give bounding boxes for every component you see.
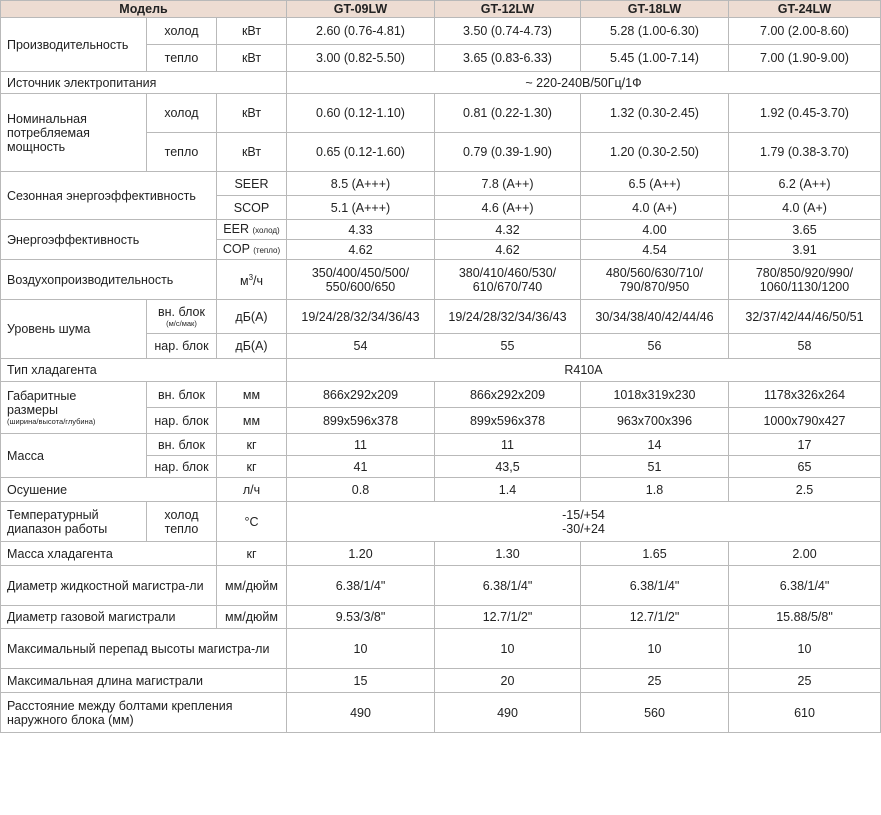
consumption-heat-value: 0.65 (0.12-1.60) [287, 133, 435, 172]
bolt-distance-value: 610 [729, 693, 881, 733]
max-height-value: 10 [435, 629, 581, 669]
airflow-value: 480/560/630/710/ 790/870/950 [581, 260, 729, 300]
capacity-cold-row [1, 18, 881, 45]
noise-outdoor-value: 58 [729, 334, 881, 359]
model-name: GT-09LW [287, 1, 435, 18]
refrigerant-mass-value: 2.00 [729, 542, 881, 566]
model-name: GT-12LW [435, 1, 581, 18]
unit-kw: кВт [217, 18, 287, 45]
capacity-cold-value: 5.28 (1.00-6.30) [581, 18, 729, 45]
eer-label: EER (холод) [217, 220, 287, 240]
mode-cold: холод [147, 18, 217, 45]
gas-pipe-label: Диаметр газовой магистрали [1, 606, 217, 629]
noise-indoor-value: 19/24/28/32/34/36/43 [287, 300, 435, 334]
mass-indoor-value: 14 [581, 434, 729, 456]
noise-outdoor-value: 54 [287, 334, 435, 359]
unit-kg: кг [217, 434, 287, 456]
scop-label: SCOP [217, 196, 287, 220]
temp-range-value: -15/+54 -30/+24 [287, 502, 881, 542]
dimensions-outdoor-value: 899x596x378 [287, 408, 435, 434]
gas-pipe-value: 12.7/1/2" [581, 606, 729, 629]
scop-value: 5.1 (A+++) [287, 196, 435, 220]
max-height-row [1, 629, 881, 669]
seer-value: 8.5 (A+++) [287, 172, 435, 196]
eer-value: 4.00 [581, 220, 729, 240]
consumption-heat-value: 1.20 (0.30-2.50) [581, 133, 729, 172]
gas-pipe-value: 9.53/3/8" [287, 606, 435, 629]
unit-db: дБ(А) [217, 334, 287, 359]
consumption-cold-value: 1.92 (0.45-3.70) [729, 94, 881, 133]
unit-kg: кг [217, 542, 287, 566]
scop-value: 4.0 (A+) [729, 196, 881, 220]
liquid-pipe-value: 6.38/1/4" [581, 566, 729, 606]
max-length-value: 20 [435, 669, 581, 693]
mass-outdoor-value: 65 [729, 456, 881, 478]
refrigerant-value: R410A [287, 359, 881, 382]
cop-value: 4.62 [287, 240, 435, 260]
dehumid-value: 0.8 [287, 478, 435, 502]
dimensions-indoor-value: 866x292x209 [287, 382, 435, 408]
scop-value: 4.0 (A+) [581, 196, 729, 220]
noise-indoor-value: 19/24/28/32/34/36/43 [435, 300, 581, 334]
consumption-cold-value: 0.60 (0.12-1.10) [287, 94, 435, 133]
dehumid-value: 1.4 [435, 478, 581, 502]
header-row [1, 1, 881, 18]
capacity-cold-value: 3.50 (0.74-4.73) [435, 18, 581, 45]
bolt-distance-value: 490 [435, 693, 581, 733]
cop-value: 3.91 [729, 240, 881, 260]
seer-value: 7.8 (A++) [435, 172, 581, 196]
liquid-pipe-value: 6.38/1/4" [287, 566, 435, 606]
indoor-label: вн. блок [147, 382, 217, 408]
mass-outdoor-value: 43,5 [435, 456, 581, 478]
max-length-value: 25 [581, 669, 729, 693]
cop-value: 4.54 [581, 240, 729, 260]
mass-outdoor-value: 41 [287, 456, 435, 478]
noise-indoor-value: 30/34/38/40/42/44/46 [581, 300, 729, 334]
outdoor-label: нар. блок [147, 408, 217, 434]
liquid-pipe-value: 6.38/1/4" [435, 566, 581, 606]
dehumid-value: 1.8 [581, 478, 729, 502]
outdoor-label: нар. блок [147, 456, 217, 478]
mass-outdoor-value: 51 [581, 456, 729, 478]
airflow-value: 350/400/450/500/ 550/600/650 [287, 260, 435, 300]
mass-indoor-value: 11 [287, 434, 435, 456]
unit-kw: кВт [217, 45, 287, 72]
mode-heat: тепло [147, 133, 217, 172]
unit-kw: кВт [217, 94, 287, 133]
mode-heat: тепло [147, 45, 217, 72]
consumption-cold-value: 1.32 (0.30-2.45) [581, 94, 729, 133]
refrigerant-label: Тип хладагента [1, 359, 287, 382]
unit-mm: мм [217, 408, 287, 434]
liquid-pipe-row [1, 566, 881, 606]
mass-indoor-value: 17 [729, 434, 881, 456]
consumption-heat-value: 0.79 (0.39-1.90) [435, 133, 581, 172]
eer-value: 4.32 [435, 220, 581, 240]
unit-celsius: °C [217, 502, 287, 542]
refrigerant-mass-value: 1.30 [435, 542, 581, 566]
power-source-row [1, 72, 881, 94]
indoor-label: вн. блок [147, 434, 217, 456]
dimensions-indoor-value: 1018x319x230 [581, 382, 729, 408]
noise-outdoor-label: нар. блок [147, 334, 217, 359]
consumption-heat-value: 1.79 (0.38-3.70) [729, 133, 881, 172]
airflow-label: Воздухопроизводительность [1, 260, 217, 300]
eer-row [1, 220, 881, 240]
capacity-heat-value: 5.45 (1.00-7.14) [581, 45, 729, 72]
unit-mm-inch: мм/дюйм [217, 566, 287, 606]
unit-db: дБ(А) [217, 300, 287, 334]
gas-pipe-value: 12.7/1/2" [435, 606, 581, 629]
max-length-label: Максимальная длина магистрали [1, 669, 287, 693]
mass-indoor-row [1, 434, 881, 456]
mass-indoor-value: 11 [435, 434, 581, 456]
airflow-row [1, 260, 881, 300]
temp-range-label: Температурный диапазон работы [1, 502, 147, 542]
eer-value: 3.65 [729, 220, 881, 240]
airflow-value: 780/850/920/990/ 1060/1130/1200 [729, 260, 881, 300]
dimensions-indoor-value: 1178x326x264 [729, 382, 881, 408]
capacity-cold-value: 2.60 (0.76-4.81) [287, 18, 435, 45]
liquid-pipe-label: Диаметр жидкостной магистра-ли [1, 566, 217, 606]
cop-value: 4.62 [435, 240, 581, 260]
max-height-value: 10 [581, 629, 729, 669]
airflow-unit: $м^3/ч$ [217, 260, 287, 300]
max-length-value: 15 [287, 669, 435, 693]
noise-label: Уровень шума [1, 300, 147, 359]
scop-value: 4.6 (A++) [435, 196, 581, 220]
max-length-row [1, 669, 881, 693]
refrigerant-mass-row [1, 542, 881, 566]
consumption-cold-value: 0.81 (0.22-1.30) [435, 94, 581, 133]
refrigerant-mass-label: Масса хладагента [1, 542, 217, 566]
liquid-pipe-value: 6.38/1/4" [729, 566, 881, 606]
airflow-value: 380/410/460/530/ 610/670/740 [435, 260, 581, 300]
max-height-value: 10 [287, 629, 435, 669]
unit-kw: кВт [217, 133, 287, 172]
capacity-heat-value: 3.00 (0.82-5.50) [287, 45, 435, 72]
noise-indoor-value: 32/37/42/44/46/50/51 [729, 300, 881, 334]
refrigerant-mass-value: 1.20 [287, 542, 435, 566]
seer-label: SEER [217, 172, 287, 196]
dimensions-outdoor-value: 899x596x378 [435, 408, 581, 434]
gas-pipe-value: 15.88/5/8" [729, 606, 881, 629]
capacity-heat-value: 3.65 (0.83-6.33) [435, 45, 581, 72]
dimensions-outdoor-value: 1000x790x427 [729, 408, 881, 434]
max-height-value: 10 [729, 629, 881, 669]
capacity-cold-value: 7.00 (2.00-8.60) [729, 18, 881, 45]
temp-range-row [1, 502, 881, 542]
seer-value: 6.5 (A++) [581, 172, 729, 196]
capacity-label: Производительность [1, 18, 147, 72]
noise-indoor-label: вн. блок (м/с/мак) [147, 300, 217, 334]
dehumid-value: 2.5 [729, 478, 881, 502]
bolt-distance-label: Расстояние между болтами крепления наружного блока (мм) [1, 693, 287, 733]
dimensions-indoor-value: 866x292x209 [435, 382, 581, 408]
bolt-distance-row [1, 693, 881, 733]
cop-label: COP (тепло) [217, 240, 287, 260]
temp-modes: холод тепло [147, 502, 217, 542]
model-name: GT-24LW [729, 1, 881, 18]
noise-outdoor-value: 56 [581, 334, 729, 359]
dehumid-label: Осушение [1, 478, 217, 502]
max-length-value: 25 [729, 669, 881, 693]
efficiency-label: Энергоэффективность [1, 220, 217, 260]
mass-label: Масса [1, 434, 147, 478]
gas-pipe-row [1, 606, 881, 629]
eer-value: 4.33 [287, 220, 435, 240]
refrigerant-mass-value: 1.65 [581, 542, 729, 566]
refrigerant-row [1, 359, 881, 382]
seer-value: 6.2 (A++) [729, 172, 881, 196]
max-height-label: Максимальный перепад высоты магистра-ли [1, 629, 287, 669]
unit-mm-inch: мм/дюйм [217, 606, 287, 629]
unit-lh: л/ч [217, 478, 287, 502]
dimensions-outdoor-value: 963x700x396 [581, 408, 729, 434]
mode-cold: холод [147, 94, 217, 133]
seer-row [1, 172, 881, 196]
unit-kg: кг [217, 456, 287, 478]
capacity-heat-value: 7.00 (1.90-9.00) [729, 45, 881, 72]
noise-outdoor-value: 55 [435, 334, 581, 359]
power-source-label: Источник электропитания [1, 72, 287, 94]
power-source-value: ~ 220-240В/50Гц/1Ф [287, 72, 881, 94]
model-name: GT-18LW [581, 1, 729, 18]
dimensions-indoor-row [1, 382, 881, 408]
unit-mm: мм [217, 382, 287, 408]
bolt-distance-value: 560 [581, 693, 729, 733]
dimensions-label: Габаритные размеры (ширина/высота/глубина) [1, 382, 147, 434]
bolt-distance-value: 490 [287, 693, 435, 733]
consumption-cold-row [1, 94, 881, 133]
dehumid-row [1, 478, 881, 502]
seasonal-label: Сезонная энергоэффективность [1, 172, 217, 220]
model-header: Модель [1, 1, 287, 18]
consumption-label: Номинальная потребляемая мощность [1, 94, 147, 172]
noise-indoor-row [1, 300, 881, 334]
